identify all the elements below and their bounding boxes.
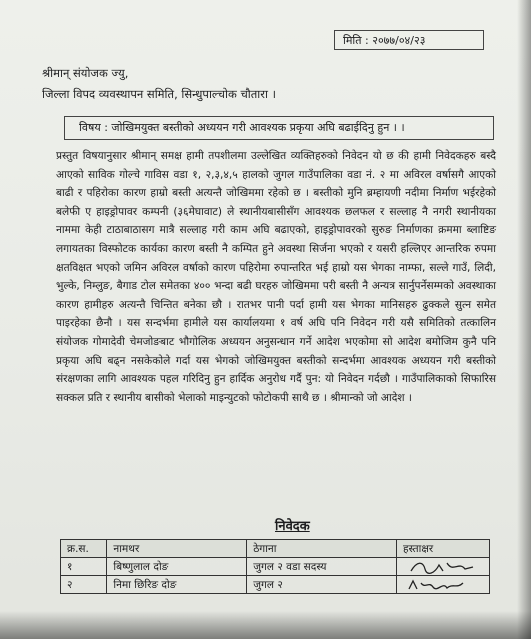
- table-row: [61, 558, 490, 576]
- addressee-line: श्रीमान् संयोजक ज्यु,: [42, 66, 129, 80]
- cell-name: निमा छिरिङ दोङ: [107, 576, 247, 594]
- handwritten-signature: [403, 559, 483, 575]
- page-edge-shadow: [517, 0, 531, 639]
- cell-sn: १: [61, 558, 107, 576]
- cell-address: जुगल २: [247, 576, 397, 594]
- col-header-address: ठेगाना: [247, 540, 397, 558]
- letter-body: [56, 147, 496, 407]
- col-header-name: नामथर: [107, 540, 247, 558]
- col-header-sn: क्र.स.: [61, 540, 107, 558]
- handwritten-signature: [403, 577, 483, 593]
- signature-cell: [397, 576, 490, 594]
- body-paragraph: प्रस्तुत विषयानुसार श्रीमान् समक्ष हामी तपशीलमा उल्लेखित व्यक्तिहरुको निवेदन यो छ की हामी निवेदकहरु बस्दै आएको साविक गोल्चे गाविस वडा १, २,३,४,५ हालको जुगल गाउँपालिका वडा नं. २ मा अविरल वर्षासगै आएको बाढी र पहिरोका कारण हाम्रो बस्ती अत्यन्तै जोखिममा रहेको छ । बस्तीको मुनि ब्रम्हायणी नदीमा निर्माण भईरहेको बलेफी ए हाइड्रोपावर कम्पनी (३६मेघावाट) ले स्थानीयबासीसँग आवश्यक छलफल र सल्लाह नै नगरी स्थानीयका नाममा केही टाठाबाठासग मात्रै सल्लाह गरी काम अघि बढाएको, हाइड्रोपावरको सुरुङ निर्माणका क्रममा ब्लाष्टिङ लगायतका विस्फोटक कार्यका कारण बस्ती नै कम्पित हुने अवस्था सिर्जना भएको र यसरी हल्लिएर आन्तरिक रुपमा क्षतविक्षत भएको जमिन अविरल वर्षाको कारण पहिरोमा रुपान्तरित भई हाम्रो यस भेगका नाम्फा, सल्ले गाउँ, लिदी, भुल्के, निम्लुङ, बैगाड टोल समेतका ४०० भन्दा बढी घरहरु जोखिममा परी बस्ती नै अन्यत्र सार्नुपर्नेसम्मको अवस्थाका कारण हामीहरु अत्यन्तै चिन्तित बनेका छौ । रातभर पानी पर्दा हामी यस भेगका मानिसहरु ढुक्कले सुत्न समेत पाइरहेका छैनौ । यस सन्दर्भमा हामीले यस कार्यालयमा १ वर्ष अघि पनि निवेदन गरी यसै समितिको तत्कालिन संयोजक गोमादेवी चेमजोङबाट भौगोलिक अध्ययन अनुसन्धान गर्ने आदेश भएकोमा सो आदेश बमोजिम कुनै पनि प्रकृया अघि बढ्न नसकेकोले गर्दा यस भेगको जोखिमयुक्त बस्तीको सन्दर्भमा आवश्यक अध्ययन गरी बस्तीको संरक्षणका लागि आवश्यक पहल गरिदिनु हुन हार्दिक अनुरोध गर्दै पुन: यो निवेदन गर्दछौ । गाउँपालिकाको सिफारिस सक्कल प्रति र स्थानीय बासीको भेलाको माइन्युटको फोटोकपी साथै छ । श्रीमान्को जो आदेश ।: [56, 150, 496, 404]
- table-row: [61, 576, 490, 594]
- table-header-row: [61, 540, 490, 558]
- signatories-table: [60, 539, 490, 594]
- date-box: मिति : २०७७/०४/२३: [334, 30, 484, 50]
- signatories-title: निवेदक: [275, 519, 310, 534]
- signature-cell: [397, 558, 490, 576]
- cell-name: बिष्णुलाल दोङ: [107, 558, 247, 576]
- cell-address: जुगल २ वडा सदस्य: [247, 558, 397, 576]
- subject-box: विषय : जोखिमयुक्त बस्तीको अध्ययन गरी आवश्यक प्रकृया अघि बढाईदिनु हुन । ।: [64, 116, 494, 140]
- cell-sn: २: [61, 576, 107, 594]
- page-bottom-shadow: [0, 611, 531, 639]
- col-header-signature: हस्ताक्षर: [397, 540, 490, 558]
- addressee-office-line: जिल्ला विपद व्यवस्थापन समिति, सिन्धुपाल्चोक चौतारा ।: [42, 87, 276, 101]
